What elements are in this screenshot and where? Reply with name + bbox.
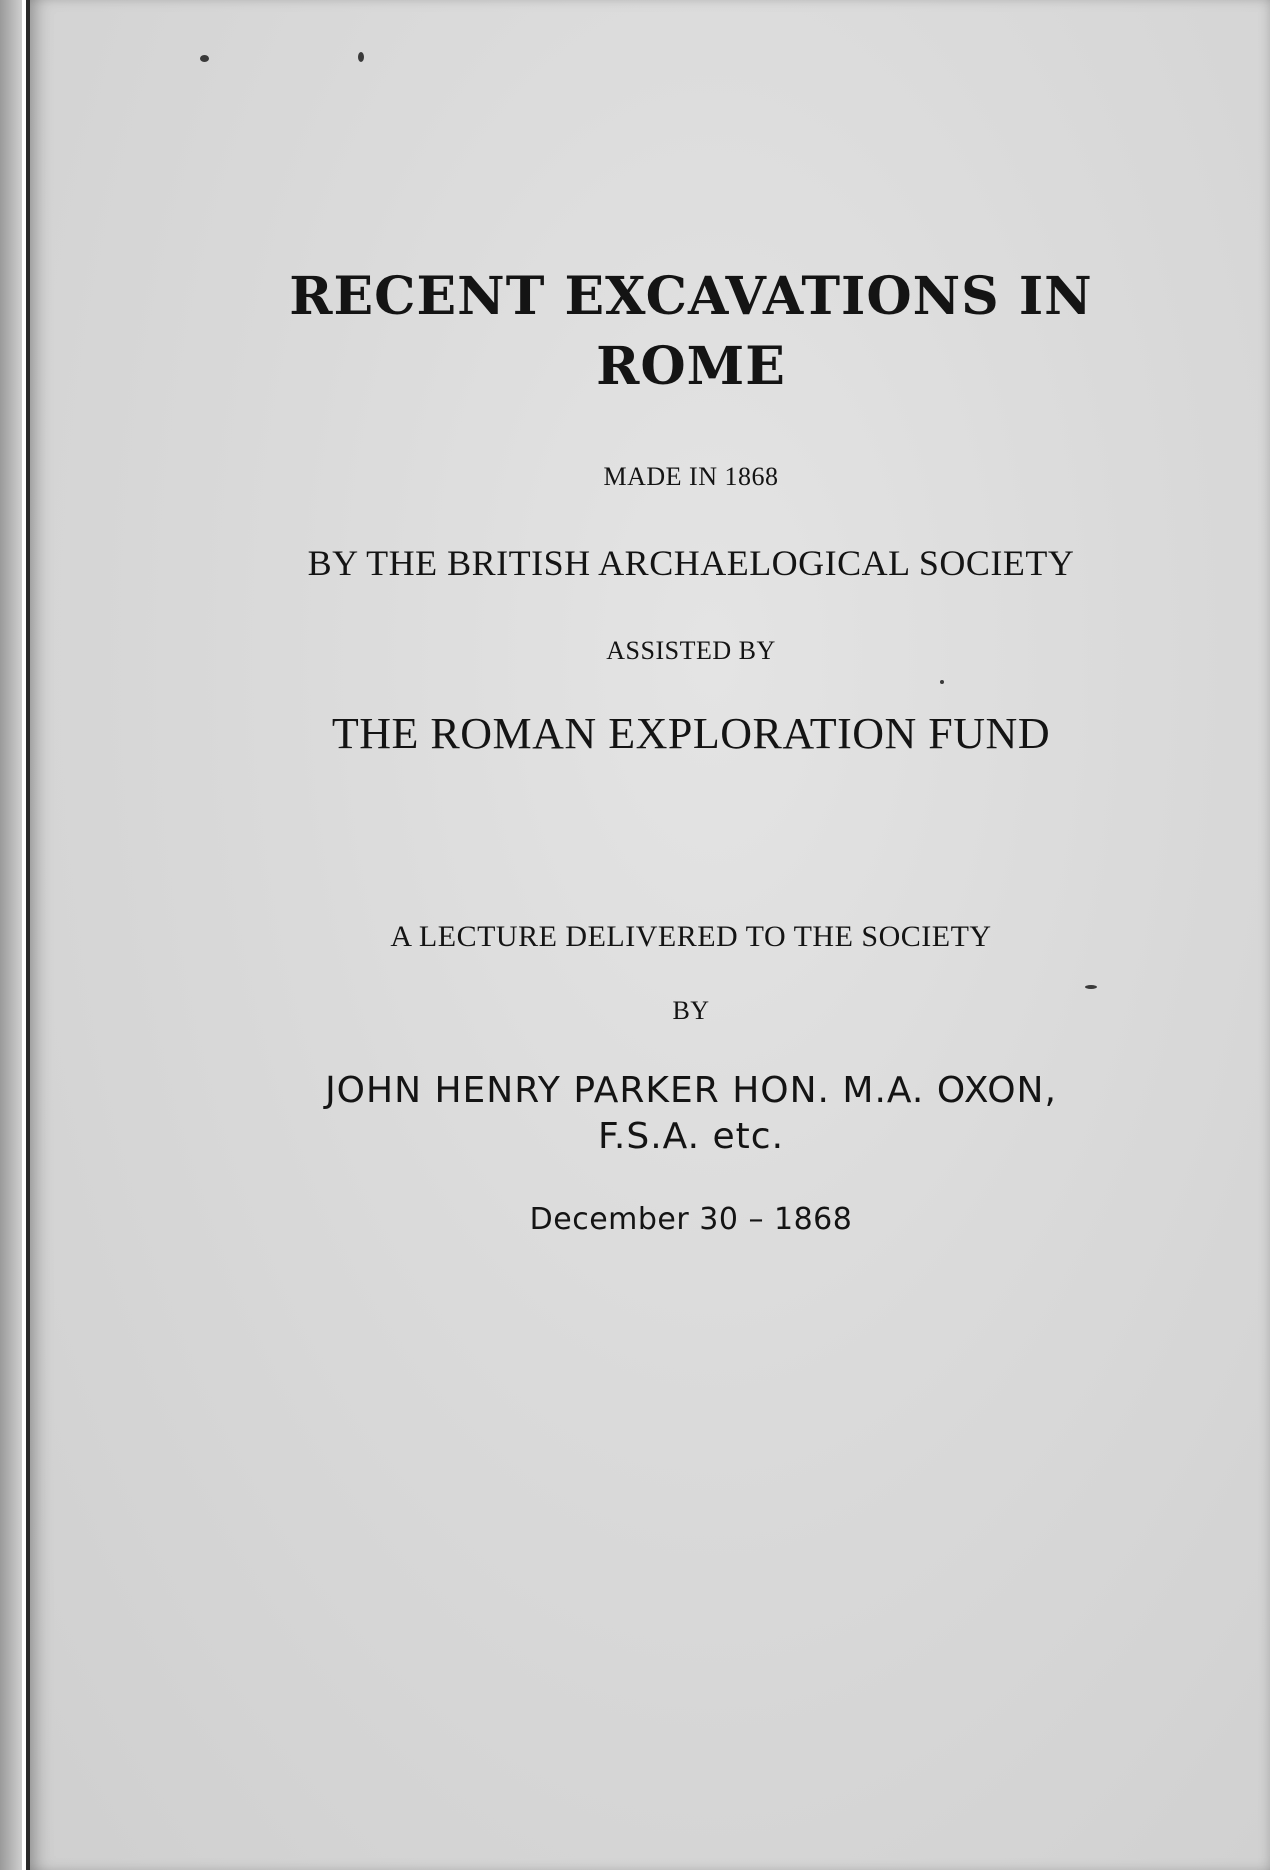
date-line: December 30 – 1868: [529, 1202, 853, 1237]
by-line: BY: [672, 996, 710, 1025]
page-left-edge: [0, 0, 22, 1870]
title-page: [26, 0, 1276, 1870]
author-line-1: JOHN HENRY PARKER HON. M.A. OXON,: [325, 1070, 1057, 1111]
made-in-line: MADE IN 1868: [603, 462, 779, 491]
author-line-2: F.S.A. etc.: [597, 1116, 785, 1157]
assisted-by-line: ASSISTED BY: [606, 636, 776, 665]
title-line-2: ROME: [596, 336, 786, 397]
fund-line: THE ROMAN EXPLORATION FUND: [331, 709, 1051, 758]
title-line-1: RECENT EXCAVATIONS IN: [289, 266, 1093, 327]
lecture-line: A LECTURE DELIVERED TO THE SOCIETY: [390, 920, 992, 953]
society-line: BY THE BRITISH ARCHAELOGICAL SOCIETY: [307, 543, 1075, 583]
